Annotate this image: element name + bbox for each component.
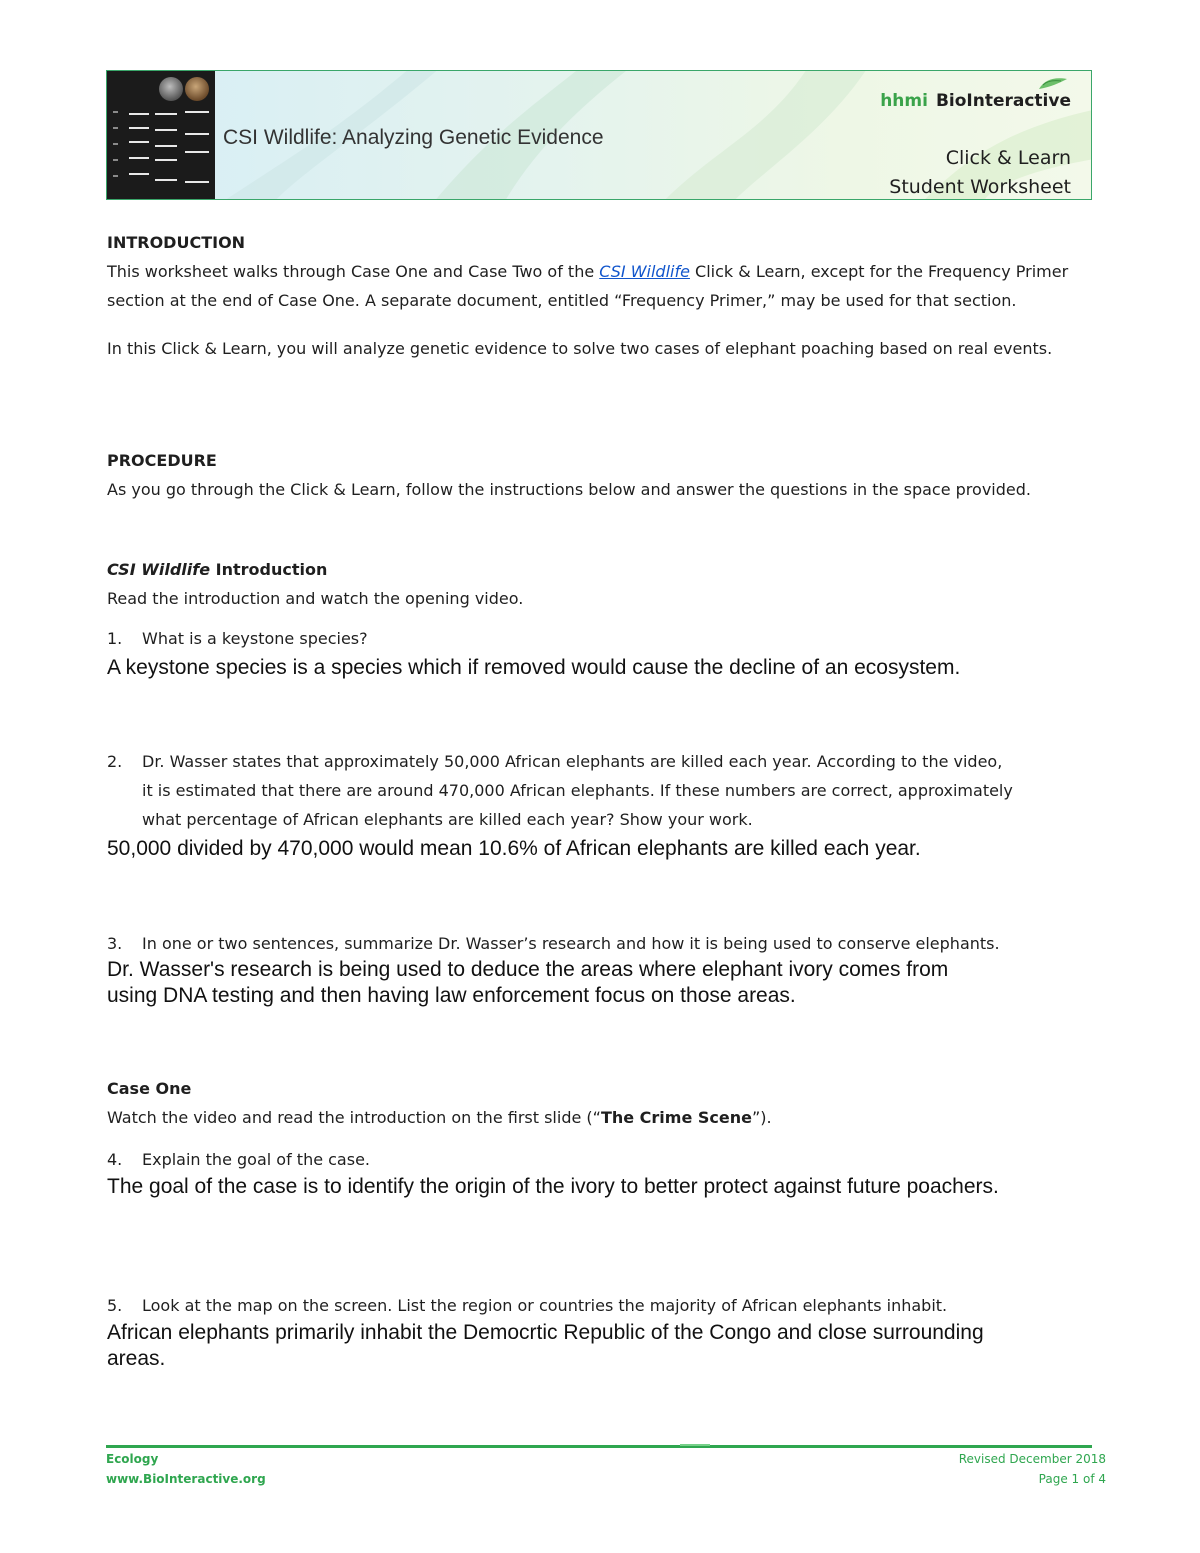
header-subtitle-student-worksheet: Student Worksheet	[889, 176, 1071, 198]
brand-hhmi: hhmi	[880, 91, 928, 111]
answer-line-2: using DNA testing and then having law enforcement focus on those areas.	[107, 984, 796, 1007]
question-5	[107, 1291, 1097, 1320]
gel-band	[155, 159, 177, 161]
gel-band	[155, 145, 177, 147]
hhmi-biointeractive-logo	[880, 91, 1071, 111]
answer-3	[107, 957, 1107, 1009]
thumbnail-dot	[113, 175, 118, 177]
question-number: 4.	[107, 1150, 123, 1169]
introduction-heading: INTRODUCTION	[107, 233, 246, 252]
answer-2: 50,000 divided by 470,000 would mean 10.6% of African elephants are killed each year.	[107, 837, 921, 860]
question-number: 2.	[107, 752, 123, 771]
gel-band	[185, 181, 209, 183]
gel-band	[185, 111, 209, 113]
question-4	[107, 1145, 1097, 1174]
csi-intro-heading	[107, 555, 1097, 584]
footer-divider-highlight	[680, 1444, 710, 1446]
footer-revised-date: Revised December 2018	[958, 1452, 1106, 1466]
procedure-heading: PROCEDURE	[107, 451, 217, 470]
question-text: In one or two sentences, summarize Dr. Wasser’s research and how it is being used to conserve elephants.	[142, 934, 1000, 953]
footer-divider	[106, 1445, 1092, 1448]
introduction-paragraph-1	[107, 257, 1097, 315]
answer-4: The goal of the case is to identify the origin of the ivory to better protect against future poachers.	[107, 1175, 999, 1198]
case-one-instruction: Watch the video and read the introduction on the first slide (“The Crime Scene”).	[107, 1108, 772, 1127]
answer-5	[107, 1320, 1107, 1372]
csi-intro-section	[107, 555, 1097, 613]
footer-website-link[interactable]: www.BioInteractive.org	[106, 1472, 266, 1486]
question-3	[107, 929, 1097, 958]
elephant-photo-icon	[159, 77, 183, 101]
thumbnail-dot	[113, 111, 118, 113]
gel-band	[129, 113, 149, 115]
crime-scene-slide-title: The Crime Scene	[600, 1108, 752, 1127]
procedure-paragraph: As you go through the Click & Learn, follow the instructions below and answer the questions in the space provided.	[107, 480, 1031, 499]
ivory-photo-icon	[185, 77, 209, 101]
brand-biointeractive: BioInteractive	[935, 91, 1071, 111]
question-number: 1.	[107, 629, 123, 648]
thumbnail-dot	[113, 127, 118, 129]
answer-line-2: areas.	[107, 1347, 166, 1370]
thumbnail-dot	[113, 143, 118, 145]
question-text-line-1: 2. Dr. Wasser states that approximately 50,000 African elephants are killed each year. According to the video,	[107, 747, 1097, 776]
question-text-line-3: what percentage of African elephants are killed each year? Show your work.	[142, 810, 753, 829]
csi-intro-instruction: Read the introduction and watch the opening video.	[107, 589, 524, 608]
gel-band	[185, 151, 209, 153]
gel-band	[129, 127, 149, 129]
csi-intro-heading-italic: CSI Wildlife	[107, 560, 211, 579]
question-1	[107, 624, 1097, 653]
question-text: Look at the map on the screen. List the region or countries the majority of African elephants inhabit.	[142, 1296, 948, 1315]
answer-line-1: Dr. Wasser's research is being used to deduce the areas where elephant ivory comes from	[107, 958, 949, 981]
gel-band	[129, 173, 149, 175]
csi-wildlife-link[interactable]: CSI Wildlife	[599, 262, 690, 281]
intro-text-after-link: Click & Learn, except for the Frequency Primer section at the end of Case One. A separate document, entitled “Frequency Primer,” may be used for that section.	[107, 262, 1069, 310]
footer-subject: Ecology	[106, 1452, 159, 1466]
gel-band	[155, 129, 177, 131]
thumbnail-dot	[113, 159, 118, 161]
header-banner	[106, 70, 1092, 200]
answer-1: A keystone species is a species which if removed would cause the decline of an ecosystem.	[107, 656, 961, 679]
gel-band	[155, 179, 177, 181]
footer-page-number: Page 1 of 4	[1038, 1472, 1106, 1486]
introduction-paragraph-2: In this Click & Learn, you will analyze genetic evidence to solve two cases of elephant poaching based on real events.	[107, 339, 1053, 358]
gel-band	[185, 133, 209, 135]
case-one-section	[107, 1074, 1097, 1132]
procedure-section	[107, 446, 1097, 504]
question-2	[107, 747, 1097, 834]
csi-intro-heading-rest: Introduction	[210, 560, 328, 579]
gel-band	[129, 157, 149, 159]
header-subtitle-click-learn: Click & Learn	[945, 147, 1071, 169]
gel-band	[129, 141, 149, 143]
question-number: 3.	[107, 934, 123, 953]
click-and-learn-thumbnail	[107, 71, 215, 199]
gel-band	[155, 113, 177, 115]
intro-text-before-link: This worksheet walks through Case One and Case Two of the	[107, 262, 600, 281]
answer-line-1: African elephants primarily inhabit the Democrtic Republic of the Congo and close surrounding	[107, 1321, 984, 1344]
question-text-line-2: it is estimated that there are around 470,000 African elephants. If these numbers are correct, approximately	[142, 781, 1013, 800]
question-number: 5.	[107, 1296, 123, 1315]
question-text: What is a keystone species?	[142, 629, 368, 648]
worksheet-title: CSI Wildlife: Analyzing Genetic Evidence	[223, 126, 604, 149]
question-text: Explain the goal of the case.	[142, 1150, 370, 1169]
introduction-section	[107, 228, 1097, 363]
case-one-heading: Case One	[107, 1079, 192, 1098]
